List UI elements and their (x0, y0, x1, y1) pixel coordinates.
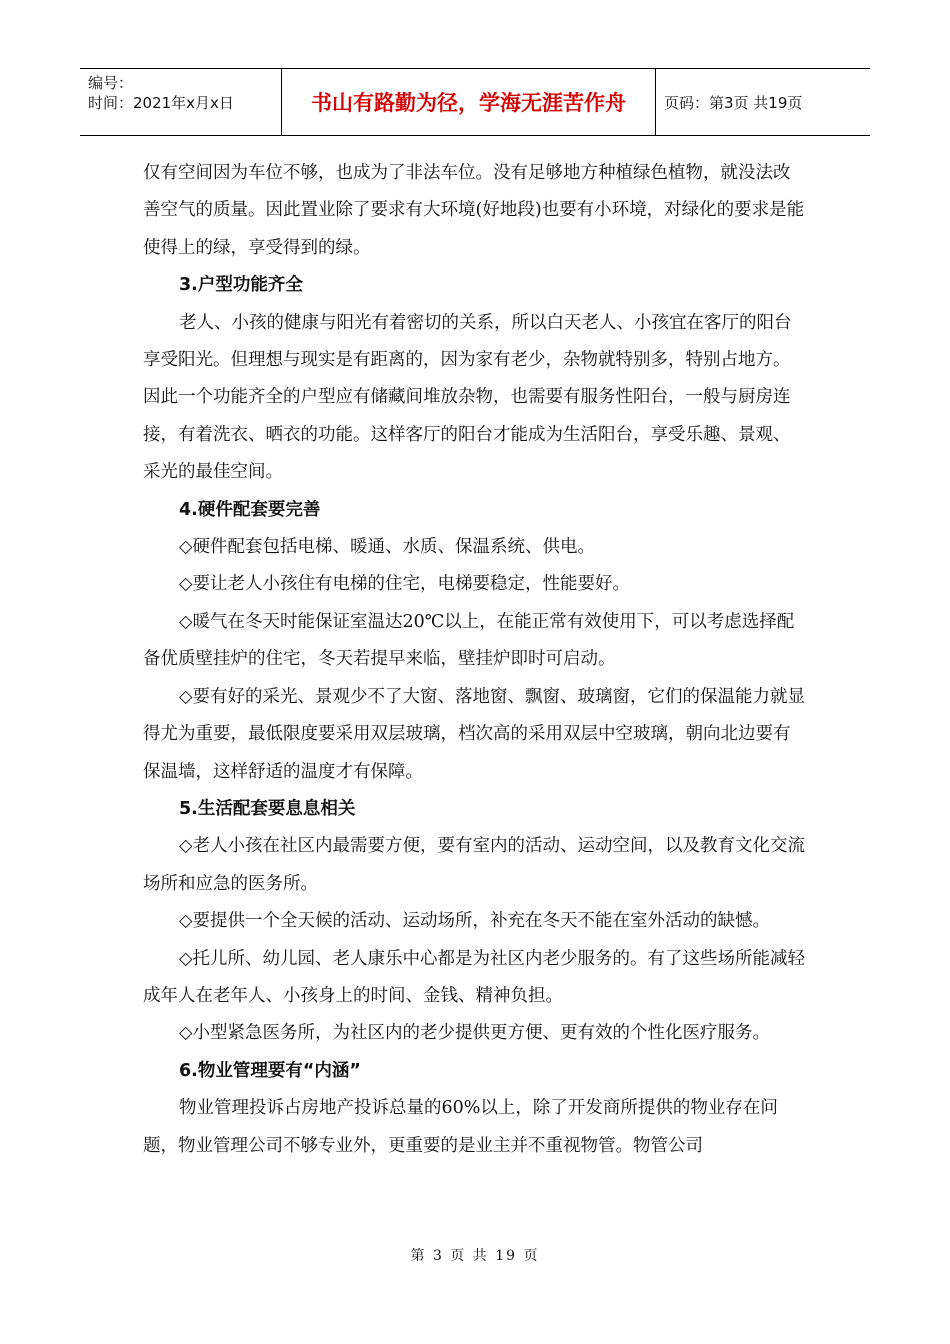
paragraph: 物业管理投诉占房地产投诉总量的60%以上，除了开发商所提供的物业存在问题，物业管理公司不够专业外，更重要的是业主并不重视物管。物管公司 (143, 1098, 778, 1156)
bullet-item: ◇老人小孩在社区内最需要方便，要有室内的活动、运动空间，以及教育文化交流场所和应急的医务所。 (143, 836, 805, 894)
section-heading: 3.户型功能齐全 (179, 275, 303, 296)
bullet-item: ◇暖气在冬天时能保证室温达20℃以上，在能正常有效使用下，可以考虑选择配备优质壁挂炉的住宅，冬天若提早来临，壁挂炉即时可启动。 (143, 611, 795, 670)
page-footer: 第 3 页 共 19 页 (410, 1248, 540, 1264)
section-heading: 5.生活配套要息息相关 (179, 798, 356, 819)
paragraph: 仅有空间因为车位不够，也成为了非法车位。没有足够地方种植绿色植物，就没法改善空气的质量。因此置业除了要求有大环境(好地段)也要有小环境，对绿化的要求是能使得上的绿，享受得到的绿。 (143, 163, 805, 258)
document-body (143, 155, 807, 1165)
bullet-item: ◇小型紧急医务所，为社区内的老少提供更方便、更有效的个性化医疗服务。 (179, 1023, 770, 1044)
bullet-item: ◇硬件配套包括电梯、暖通、水质、保温系统、供电。 (179, 537, 595, 558)
bullet-item: ◇要让老人小孩住有电梯的住宅，电梯要稳定，性能要好。 (179, 574, 630, 595)
document-number-label: 编号： (88, 74, 134, 92)
document-date: 时间：2021年x月x日 (88, 94, 234, 112)
header-motto: 书山有路勤为径，学海无涯苦作舟 (282, 69, 656, 135)
header-page-info: 页码：第3页 共19页 (664, 93, 803, 112)
section-heading: 4.硬件配套要完善 (179, 499, 321, 520)
bullet-item: ◇要有好的采光、景观少不了大窗、落地窗、飘窗、玻璃窗，它们的保温能力就显得尤为重要，最低限度要采用双层玻璃，档次高的采用双层中空玻璃，朝向北边要有保温墙，这样舒适的温度才有保障。 (143, 686, 805, 782)
paragraph: 老人、小孩的健康与阳光有着密切的关系，所以白天老人、小孩宜在客厅的阳台享受阳光。但理想与现实是有距离的，因为家有老少，杂物就特别多，特别占地方。因此一个功能齐全的户型应有储藏间堆放杂物，也需要有服务性阳台，一般与厨房连接，有着洗衣、晒衣的功能。这样客厅的阳台才能成为生活阳台，享受乐趣、景观、采光的最佳空间。 (143, 312, 792, 483)
bullet-item: ◇要提供一个全天候的活动、运动场所，补充在冬天不能在室外活动的缺憾。 (179, 911, 770, 932)
header-left-cell (80, 69, 282, 135)
section-heading: 6.物业管理要有“内涵” (179, 1060, 361, 1081)
bullet-item: ◇托儿所、幼儿园、老人康乐中心都是为社区内老少服务的。有了这些场所能减轻成年人在老年人、小孩身上的时间、金钱、精神负担。 (143, 948, 805, 1006)
page-header (80, 68, 870, 136)
